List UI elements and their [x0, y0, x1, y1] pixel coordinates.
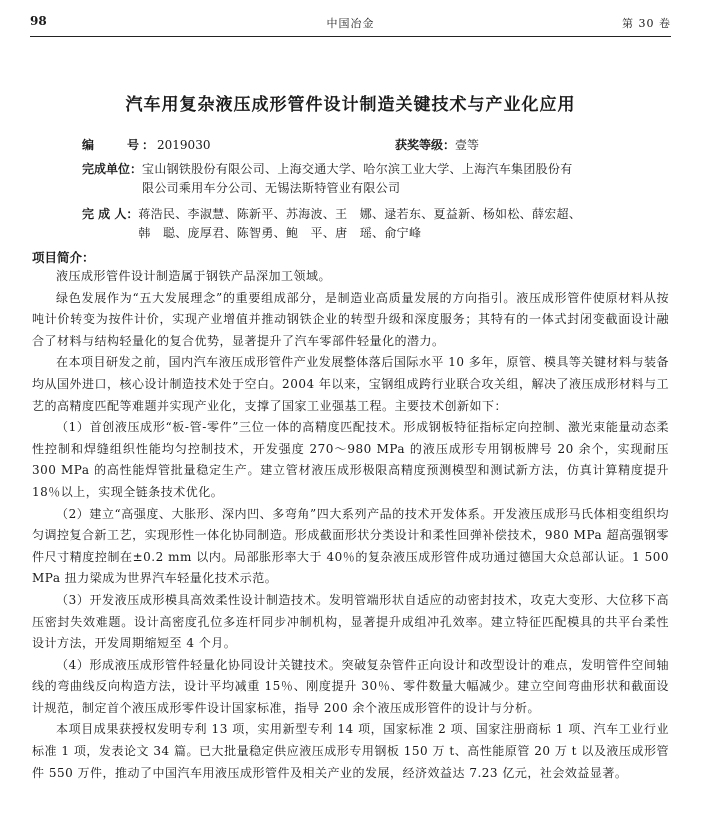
paragraph: （3）开发液压成形模具高效柔性设计制造技术。发明管端形状自适应的动密封技术，攻克大变形、大位移下高压密封失效难题。设计高密度孔位多连杆同步冲制机构，显著提升成组冲孔效率。建立特征匹配模具的共平台柔性设计方法，开发周期缩短至 4 个月。: [32, 592, 669, 651]
paragraph: 在本项目研发之前，国内汽车液压成形管件产业发展整体落后国际水平 10 多年，原管、模具等关键材料与装备均从国外进口，核心设计制造技术处于空白。2004 年以来，宝钢组成跨行业联合攻关组，解决了液压成形材料与工艺的高精度匹配等难题并实现产业化，支撑了国家工业强基工程。主要技术创新如下：: [32, 355, 669, 413]
volume-label: 第 30 卷: [622, 17, 671, 30]
paragraph: 绿色发展作为“五大发展理念”的重要组成部分，是制造业高质量发展的方向指引。液压成形管件使原材料从按吨计价转变为按件计价，实现产业增值并推动钢铁企业的转型升级和深度服务；其特有的一体式封闭变截面设计融合了材料与结构轻量化的复合优势，显著提升了汽车零部件轻量化的潜力。: [32, 290, 669, 348]
paragraph: （4）形成液压成形管件轻量化协同设计关键技术。突破复杂管件正向设计和改型设计的难点，发明管件空间轴线的弯曲线反向构造方法，设计平均减重 15％、刚度提升 30％、零件数量大幅减少。建立空间弯曲形状和截面设计规范，制定首个液压成形零件设计国家标准，指导 200 余个液压成形管件的设计与分析。: [32, 657, 669, 715]
paragraph: 液压成形管件设计制造属于钢铁产品深加工领域。: [56, 269, 332, 283]
project-intro-body: [32, 266, 669, 784]
unit-label: 完成单位：: [82, 162, 143, 176]
page-number: 98: [30, 14, 47, 28]
people-label: 完 成 人：: [82, 207, 139, 221]
award-value: 壹等: [455, 138, 480, 152]
journal-name: 中国冶金: [326, 17, 375, 30]
award-label: 获奖等级：: [395, 138, 456, 152]
paragraph: （2）建立“高强度、大胀形、深内凹、多弯角”四大系列产品的技术开发体系。开发液压成形马氏体相变组织均匀调控复合新工艺，实现形性一体化协同制造。形成截面形状分类设计和柔性回弹补偿技术，980 MPa 超高强钢零件尺寸精度控制在±0.2 mm 以内。局部胀形率大于 40％的复杂液压成形管件成功通过德国大众总部认证。1 500 MPa 扭力梁成为世界汽车轻量化技术示范。: [32, 506, 669, 586]
unit-value: 宝山钢铁股份有限公司、上海交通大学、哈尔滨工业大学、上海汽车集团股份有 限公司乘用车分公司、无锡法斯特管业有限公司: [142, 162, 573, 195]
completing-units: [82, 160, 681, 198]
project-number: [82, 136, 681, 155]
intro-label: 项目简介：: [32, 250, 95, 265]
number-label: 编 号：: [82, 138, 158, 152]
award-level: [395, 136, 479, 153]
number-value: 2019030: [157, 138, 211, 152]
page-header: [30, 10, 671, 37]
paragraph: （1）首创液压成形“板-管-零件”三位一体的高精度匹配技术。形成钢板特征指标定向控制、激光束能量动态柔性控制和焊缝组织性能均匀控制技术，开发强度 270～980 MPa 的液压成形专用钢板牌号 20 余个，实现耐压 300 MPa 的高性能焊管批量稳定生产。建立管材液压成形极限高精度预测模型和测试新方法，仿真计算精度提升 18％以上，实现全链条技术优化。: [32, 420, 669, 499]
completing-people: [82, 205, 681, 243]
paragraph: 本项目成果获授权发明专利 13 项，实用新型专利 14 项，国家标准 2 项、国家注册商标 1 项、汽车工业行业标准 1 项，发表论文 34 篇。已大批量稳定供应液压成形专用钢板 150 万 t、高性能原管 20 万 t 以及液压成形管件 550 万件，推动了中国汽车用液压成形管件及相关产业的发展，经济效益达 7.23 亿元，社会效益显著。: [32, 722, 669, 780]
people-value: 蒋浩民、李淑慧、陈新平、苏海波、王 娜、逯若东、夏益新、杨如松、薛宏超、 韩 聪、庞厚君、陈智勇、鲍 平、唐 瑶、俞宁峰: [138, 207, 582, 240]
article-title: 汽车用复杂液压成形管件设计制造关键技术与产业化应用: [125, 95, 576, 115]
